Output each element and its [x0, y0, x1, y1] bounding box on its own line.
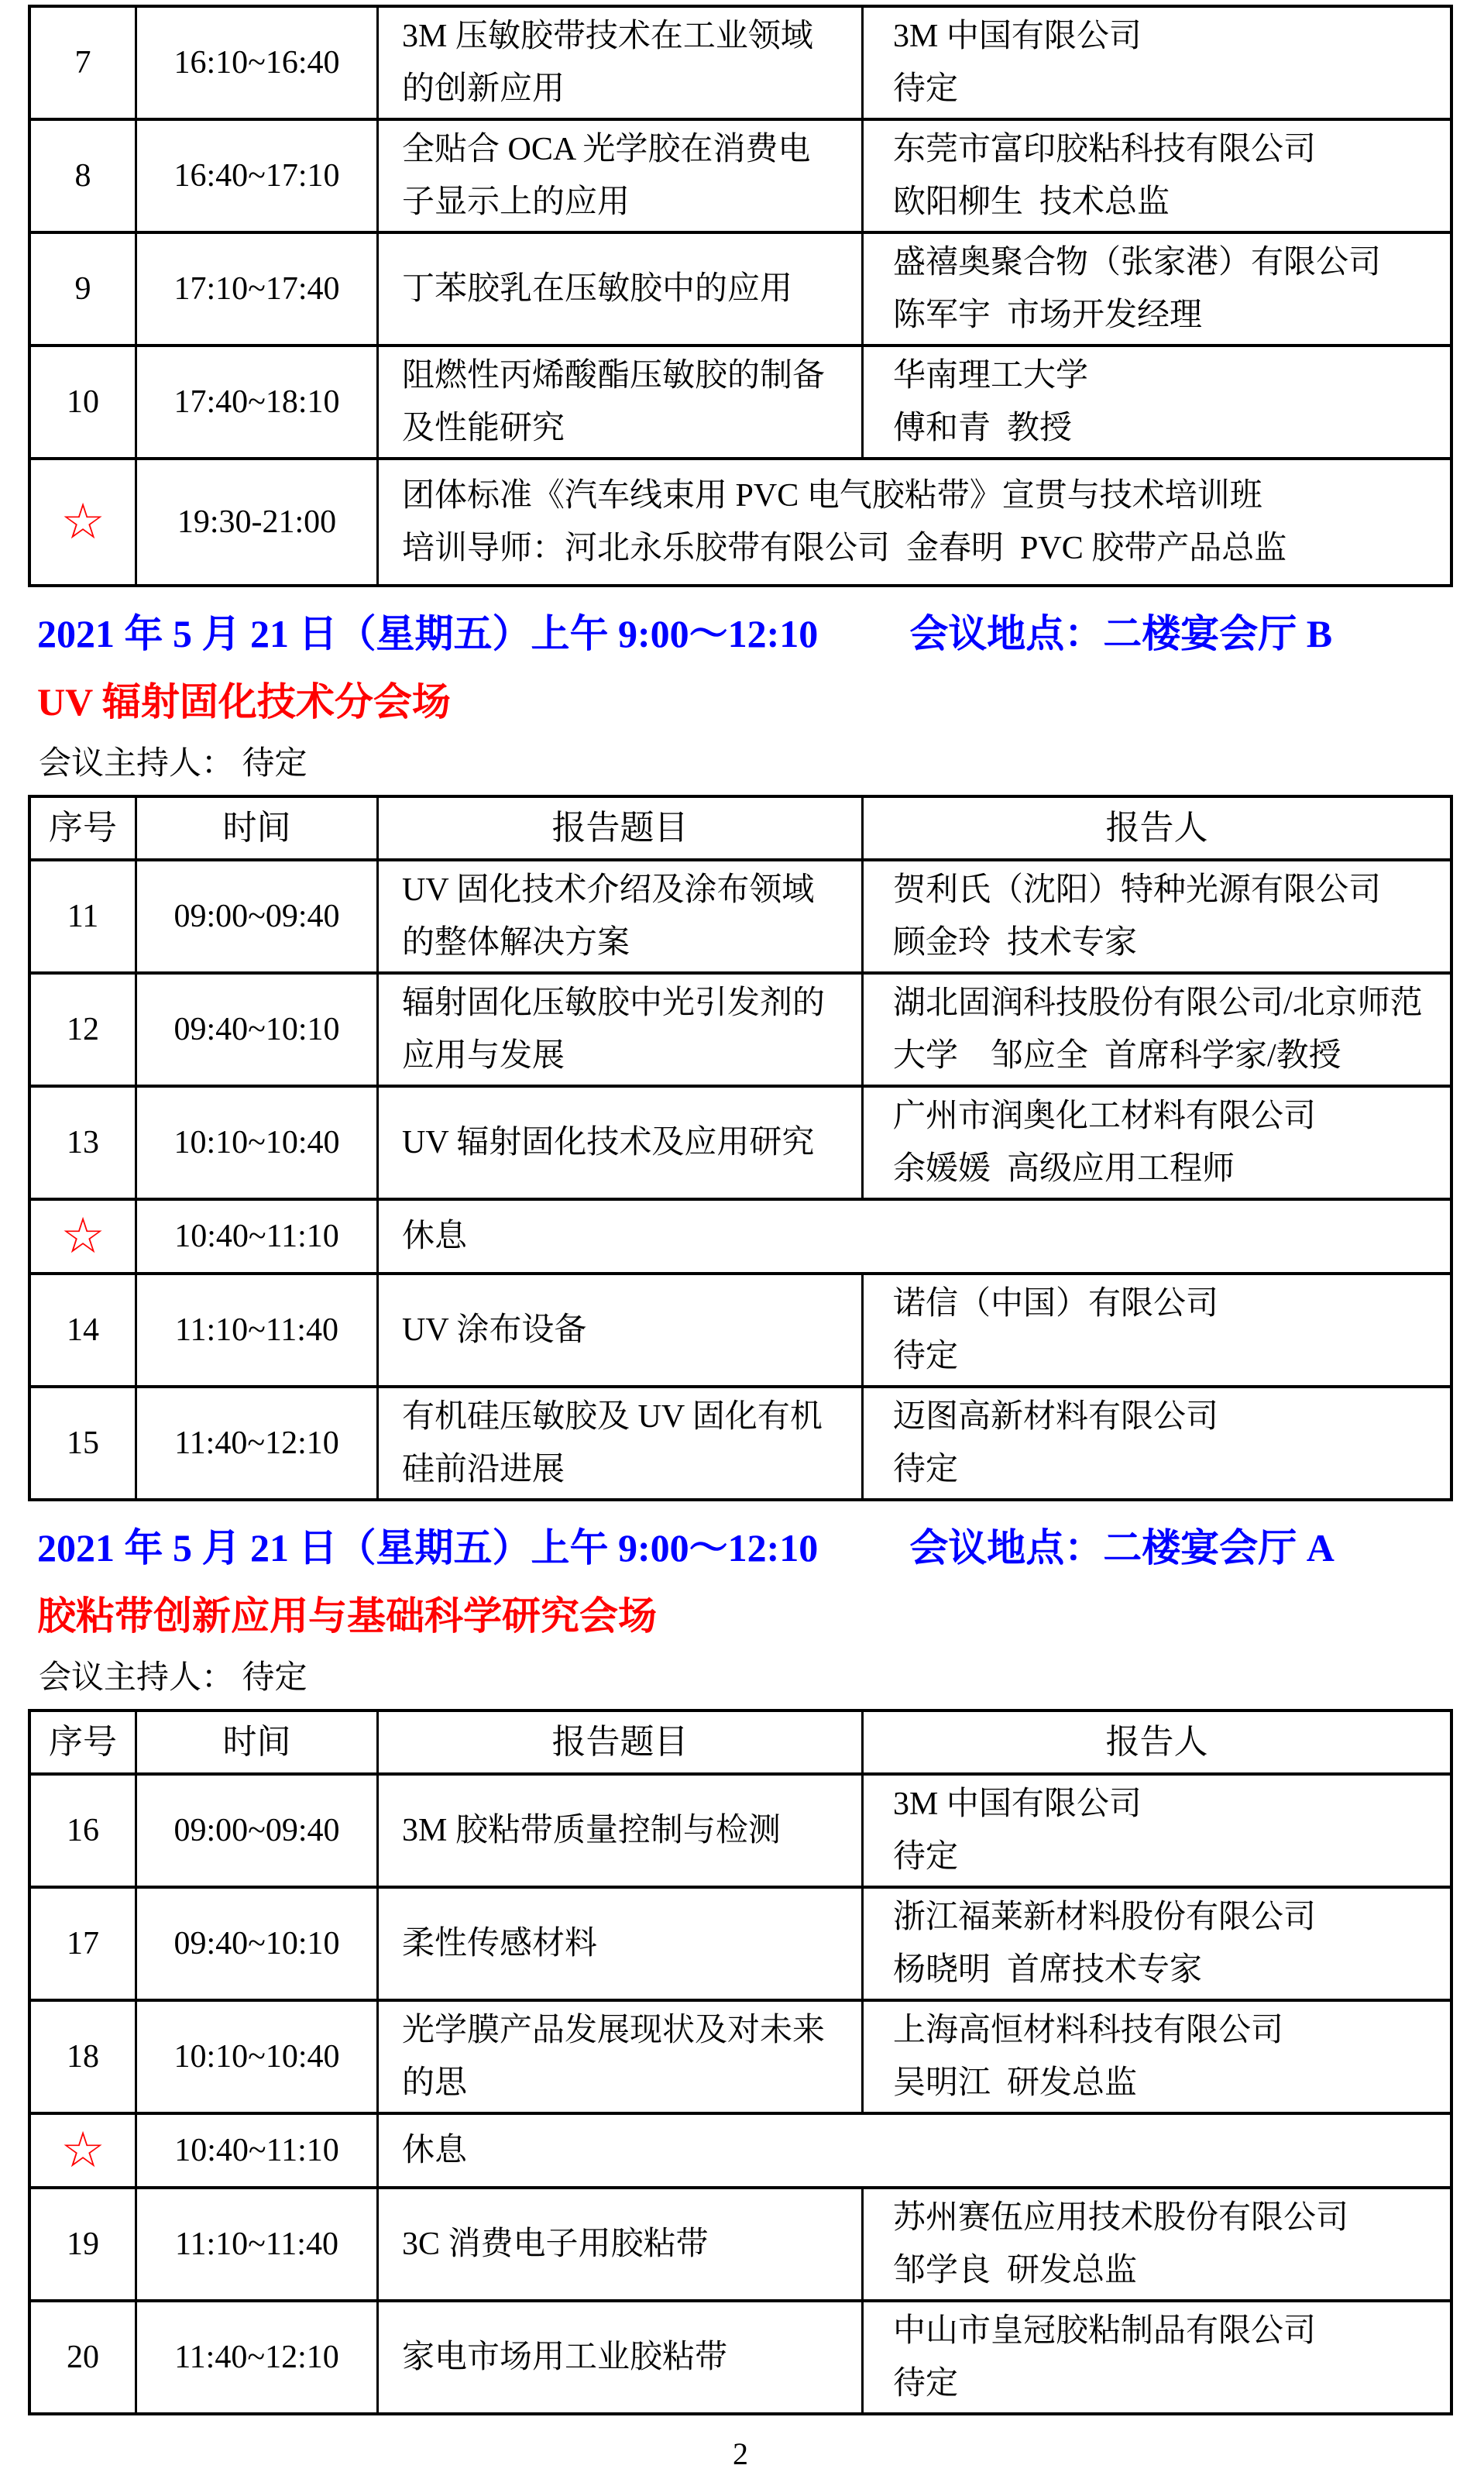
time-cell — [135, 1776, 376, 1886]
time-cell — [135, 1388, 376, 1498]
talk-title-line: 及性能研究 — [402, 411, 565, 446]
talk-title-line: 的思 — [402, 2065, 468, 2101]
session-b-heading — [37, 603, 1453, 658]
talk-title-line: 子显示上的应用 — [402, 184, 630, 220]
talk-title-line: 有机硅压敏胶及 UV 固化有机 — [402, 1398, 823, 1435]
time-range: 16:40~17:10 — [173, 157, 340, 194]
row-number-cell — [31, 861, 135, 971]
speaker-org: 迈图高新材料有限公司 — [893, 1398, 1219, 1435]
row-number: 9 — [74, 270, 91, 307]
speaker-org: 盛禧奥聚合物（张家港）有限公司 — [893, 244, 1382, 280]
speaker-name: 待定 — [893, 1839, 959, 1875]
time-range: 09:00~09:40 — [173, 1812, 340, 1848]
talk-title-cell — [376, 347, 861, 457]
talk-title-line: 丁苯胶乳在压敏胶中的应用 — [402, 270, 793, 307]
header-no-cell — [31, 798, 135, 858]
header-no-cell — [31, 1712, 135, 1772]
speaker-name: 吴明江 研发总监 — [893, 2065, 1138, 2101]
time-cell — [135, 1088, 376, 1198]
row-number: 14 — [67, 1312, 99, 1348]
talk-title-line: 家电市场用工业胶粘带 — [402, 2339, 728, 2375]
table-row — [31, 1772, 1450, 1886]
schedule-table-afternoon — [28, 5, 1453, 587]
time-cell — [135, 861, 376, 971]
session-b-title: UV 辐射固化技术分会场 — [37, 680, 451, 724]
time-cell — [135, 2002, 376, 2112]
speaker-name: 余媛媛 高级应用工程师 — [893, 1151, 1235, 1187]
speaker-org: 苏州赛伍应用技术股份有限公司 — [893, 2199, 1349, 2236]
time-range: 10:40~11:10 — [174, 2132, 339, 2168]
table-row — [31, 2186, 1450, 2299]
talk-title-line: 3C 消费电子用胶粘带 — [402, 2226, 709, 2262]
talk-title-line: 应用与发展 — [402, 1038, 565, 1074]
talk-title-line: 全贴合 OCA 光学胶在消费电 — [402, 131, 811, 167]
talk-title-cell — [376, 8, 861, 118]
table-row — [31, 1385, 1450, 1498]
talk-title-cell — [376, 1088, 861, 1198]
table-row — [31, 231, 1450, 344]
session-venue: 会议地点：二楼宴会厅 A — [909, 1526, 1335, 1569]
time-range: 17:10~17:40 — [173, 270, 340, 307]
row-number: 17 — [67, 1925, 99, 1961]
row-number-cell — [31, 1275, 135, 1385]
talk-title-cell — [376, 2302, 861, 2412]
talk-title-line: 柔性传感材料 — [402, 1925, 598, 1961]
session-a-title: 胶粘带创新应用与基础科学研究会场 — [37, 1594, 657, 1638]
table-row — [31, 858, 1450, 971]
break-label-cell — [376, 2115, 1450, 2186]
row-number-cell — [31, 1889, 135, 1999]
talk-title-cell — [376, 1388, 861, 1498]
table-row — [31, 1886, 1450, 1999]
speaker-cell — [861, 2189, 1450, 2299]
star-cell — [31, 1201, 135, 1272]
break-label-cell — [376, 1201, 1450, 1272]
time-range: 19:30-21:00 — [177, 504, 337, 540]
header-no: 序号 — [49, 809, 117, 847]
session-date: 2021 年 5 月 21 日（星期五）上午 9:00～12:10 — [37, 612, 819, 655]
speaker-name: 待定 — [893, 1339, 959, 1374]
speaker-org: 上海高恒材料科技有限公司 — [893, 2012, 1284, 2048]
row-number: 13 — [67, 1124, 99, 1160]
talk-title-cell — [376, 1889, 861, 1999]
table-row — [31, 8, 1450, 118]
table-header-row — [31, 1712, 1450, 1772]
speaker-name: 傅和青 教授 — [893, 411, 1073, 446]
star-icon: ☆ — [60, 1208, 105, 1265]
speaker-cell — [861, 2002, 1450, 2112]
table-header-row — [31, 798, 1450, 858]
speaker-cell — [861, 1889, 1450, 1999]
time-range: 11:40~12:10 — [174, 1425, 339, 1461]
time-cell — [135, 8, 376, 118]
row-number-cell — [31, 2302, 135, 2412]
time-range: 16:10~16:40 — [173, 44, 340, 81]
speaker-cell — [861, 861, 1450, 971]
session-a-heading — [37, 1517, 1453, 1573]
time-range: 11:10~11:40 — [175, 2226, 338, 2262]
talk-title-line: 3M 胶粘带质量控制与检测 — [402, 1812, 781, 1848]
talk-title-line: UV 固化技术介绍及涂布领域 — [402, 872, 815, 908]
table-row — [31, 1085, 1450, 1198]
talk-title-cell — [376, 1776, 861, 1886]
header-title-cell — [376, 1712, 861, 1772]
talk-title-line: 的整体解决方案 — [402, 925, 630, 961]
break-row — [31, 1198, 1450, 1272]
speaker-org: 广州市润奥化工材料有限公司 — [893, 1098, 1317, 1134]
time-cell — [135, 2189, 376, 2299]
speaker-org: 贺利氏（沈阳）特种光源有限公司 — [893, 872, 1382, 908]
time-range: 10:10~10:40 — [173, 1124, 340, 1160]
speaker-org: 3M 中国有限公司 — [893, 18, 1142, 54]
speaker-name: 杨晓明 首席技术专家 — [893, 1952, 1203, 1988]
row-number: 16 — [67, 1812, 99, 1848]
time-range: 11:40~12:10 — [174, 2339, 339, 2375]
talk-title-line: 光学膜产品发展现状及对未来 — [402, 2012, 826, 2048]
talk-title-cell — [376, 2189, 861, 2299]
row-number: 12 — [67, 1011, 99, 1047]
speaker-name: 邹学良 研发总监 — [893, 2253, 1138, 2288]
time-range: 09:40~10:10 — [173, 1011, 340, 1047]
row-number-cell — [31, 347, 135, 457]
row-number-cell — [31, 1388, 135, 1498]
time-cell — [135, 347, 376, 457]
speaker-cell — [861, 1088, 1450, 1198]
header-speaker: 报告人 — [1105, 809, 1208, 847]
header-title: 报告题目 — [551, 809, 689, 847]
row-number-cell — [31, 2189, 135, 2299]
talk-title-line: 硅前沿进展 — [402, 1452, 565, 1487]
time-cell — [135, 1275, 376, 1385]
row-number-cell — [31, 975, 135, 1085]
time-cell — [135, 460, 376, 584]
session-venue: 会议地点：二楼宴会厅 B — [909, 612, 1333, 655]
speaker-cell — [861, 2302, 1450, 2412]
table-row — [31, 2299, 1450, 2412]
time-cell — [135, 121, 376, 231]
talk-title-line: 辐射固化压敏胶中光引发剂的 — [402, 985, 826, 1021]
talk-title-cell — [376, 975, 861, 1085]
training-session-cell — [376, 460, 1450, 584]
time-range: 11:10~11:40 — [175, 1312, 338, 1348]
header-time-cell — [135, 1712, 376, 1772]
time-cell — [135, 1201, 376, 1272]
talk-title-cell — [376, 234, 861, 344]
table-row — [31, 1272, 1450, 1385]
header-speaker-cell — [861, 1712, 1450, 1772]
time-cell — [135, 1889, 376, 1999]
session-b-host: 会议主持人： 待定 — [39, 746, 307, 782]
session-a-host: 会议主持人： 待定 — [39, 1660, 307, 1696]
schedule-table-tape-session — [28, 1709, 1453, 2415]
header-speaker: 报告人 — [1105, 1723, 1208, 1762]
training-title: 团体标准《汽车线束用 PVC 电气胶粘带》宣贯与技术培训班 — [402, 477, 1262, 514]
speaker-cell — [861, 347, 1450, 457]
row-number-cell — [31, 234, 135, 344]
talk-title-cell — [376, 2002, 861, 2112]
talk-title-line: 阻燃性丙烯酸酯压敏胶的制备 — [402, 357, 826, 394]
table-row — [31, 971, 1450, 1085]
speaker-name: 待定 — [893, 1452, 959, 1487]
talk-title-cell — [376, 1275, 861, 1385]
header-time: 时间 — [222, 809, 291, 847]
header-title: 报告题目 — [551, 1723, 689, 1762]
row-number: 19 — [67, 2226, 99, 2262]
table-row — [31, 1999, 1450, 2112]
row-number: 8 — [74, 157, 91, 194]
time-range: 17:40~18:10 — [173, 383, 340, 420]
schedule-table-uv-session — [28, 795, 1453, 1501]
talk-title-cell — [376, 861, 861, 971]
training-tutor: 培训导师：河北永乐胶带有限公司 金春明 PVC 胶带产品总监 — [402, 531, 1287, 566]
row-number: 7 — [74, 44, 91, 81]
speaker-org: 诺信（中国）有限公司 — [893, 1285, 1219, 1322]
header-time: 时间 — [222, 1723, 291, 1762]
header-title-cell — [376, 798, 861, 858]
time-range: 09:40~10:10 — [173, 1925, 340, 1961]
time-cell — [135, 2115, 376, 2186]
page-number: 2 — [733, 2436, 748, 2471]
row-number: 18 — [67, 2038, 99, 2075]
session-date: 2021 年 5 月 21 日（星期五）上午 9:00～12:10 — [37, 1526, 819, 1569]
speaker-name: 顾金玲 技术专家 — [893, 925, 1138, 961]
speaker-cell — [861, 1388, 1450, 1498]
row-number-cell — [31, 8, 135, 118]
row-number-cell — [31, 2002, 135, 2112]
speaker-name: 欧阳柳生 技术总监 — [893, 184, 1170, 220]
speaker-org: 湖北固润科技股份有限公司/北京师范 — [893, 985, 1423, 1021]
star-cell — [31, 460, 135, 584]
speaker-cell — [861, 234, 1450, 344]
table-row — [31, 118, 1450, 231]
header-speaker-cell — [861, 798, 1450, 858]
star-cell — [31, 2115, 135, 2186]
speaker-org: 中山市皇冠胶粘制品有限公司 — [893, 2312, 1317, 2349]
talk-title-line: 3M 压敏胶带技术在工业领域 — [402, 18, 813, 54]
row-number-cell — [31, 121, 135, 231]
time-cell — [135, 2302, 376, 2412]
speaker-name: 待定 — [893, 71, 959, 107]
speaker-name: 大学 邹应全 首席科学家/教授 — [893, 1038, 1341, 1074]
star-icon: ☆ — [60, 493, 105, 551]
talk-title-line: UV 涂布设备 — [402, 1312, 587, 1348]
break-label: 休息 — [402, 2132, 468, 2168]
row-number-cell — [31, 1088, 135, 1198]
speaker-cell — [861, 1275, 1450, 1385]
table-row — [31, 344, 1450, 457]
training-session-row — [31, 457, 1450, 584]
row-number: 10 — [67, 383, 99, 420]
time-range: 10:10~10:40 — [173, 2038, 340, 2075]
speaker-org: 3M 中国有限公司 — [893, 1786, 1142, 1822]
speaker-cell — [861, 975, 1450, 1085]
header-time-cell — [135, 798, 376, 858]
speaker-org: 东莞市富印胶粘科技有限公司 — [893, 131, 1317, 167]
speaker-name: 陈军宇 市场开发经理 — [893, 297, 1203, 333]
break-label: 休息 — [402, 1218, 468, 1254]
speaker-cell — [861, 8, 1450, 118]
time-range: 09:00~09:40 — [173, 898, 340, 934]
speaker-name: 待定 — [893, 2366, 959, 2402]
time-cell — [135, 234, 376, 344]
talk-title-cell — [376, 121, 861, 231]
time-range: 10:40~11:10 — [174, 1218, 339, 1254]
speaker-cell — [861, 1776, 1450, 1886]
talk-title-line: UV 辐射固化技术及应用研究 — [402, 1124, 815, 1160]
break-row — [31, 2112, 1450, 2186]
speaker-org: 浙江福莱新材料股份有限公司 — [893, 1899, 1317, 1935]
time-cell — [135, 975, 376, 1085]
row-number: 20 — [67, 2339, 99, 2375]
header-no: 序号 — [49, 1723, 117, 1762]
talk-title-line: 的创新应用 — [402, 71, 565, 107]
row-number: 11 — [67, 898, 99, 934]
row-number: 15 — [67, 1425, 99, 1461]
star-icon: ☆ — [60, 2122, 105, 2179]
row-number-cell — [31, 1776, 135, 1886]
speaker-org: 华南理工大学 — [893, 357, 1089, 394]
speaker-cell — [861, 121, 1450, 231]
